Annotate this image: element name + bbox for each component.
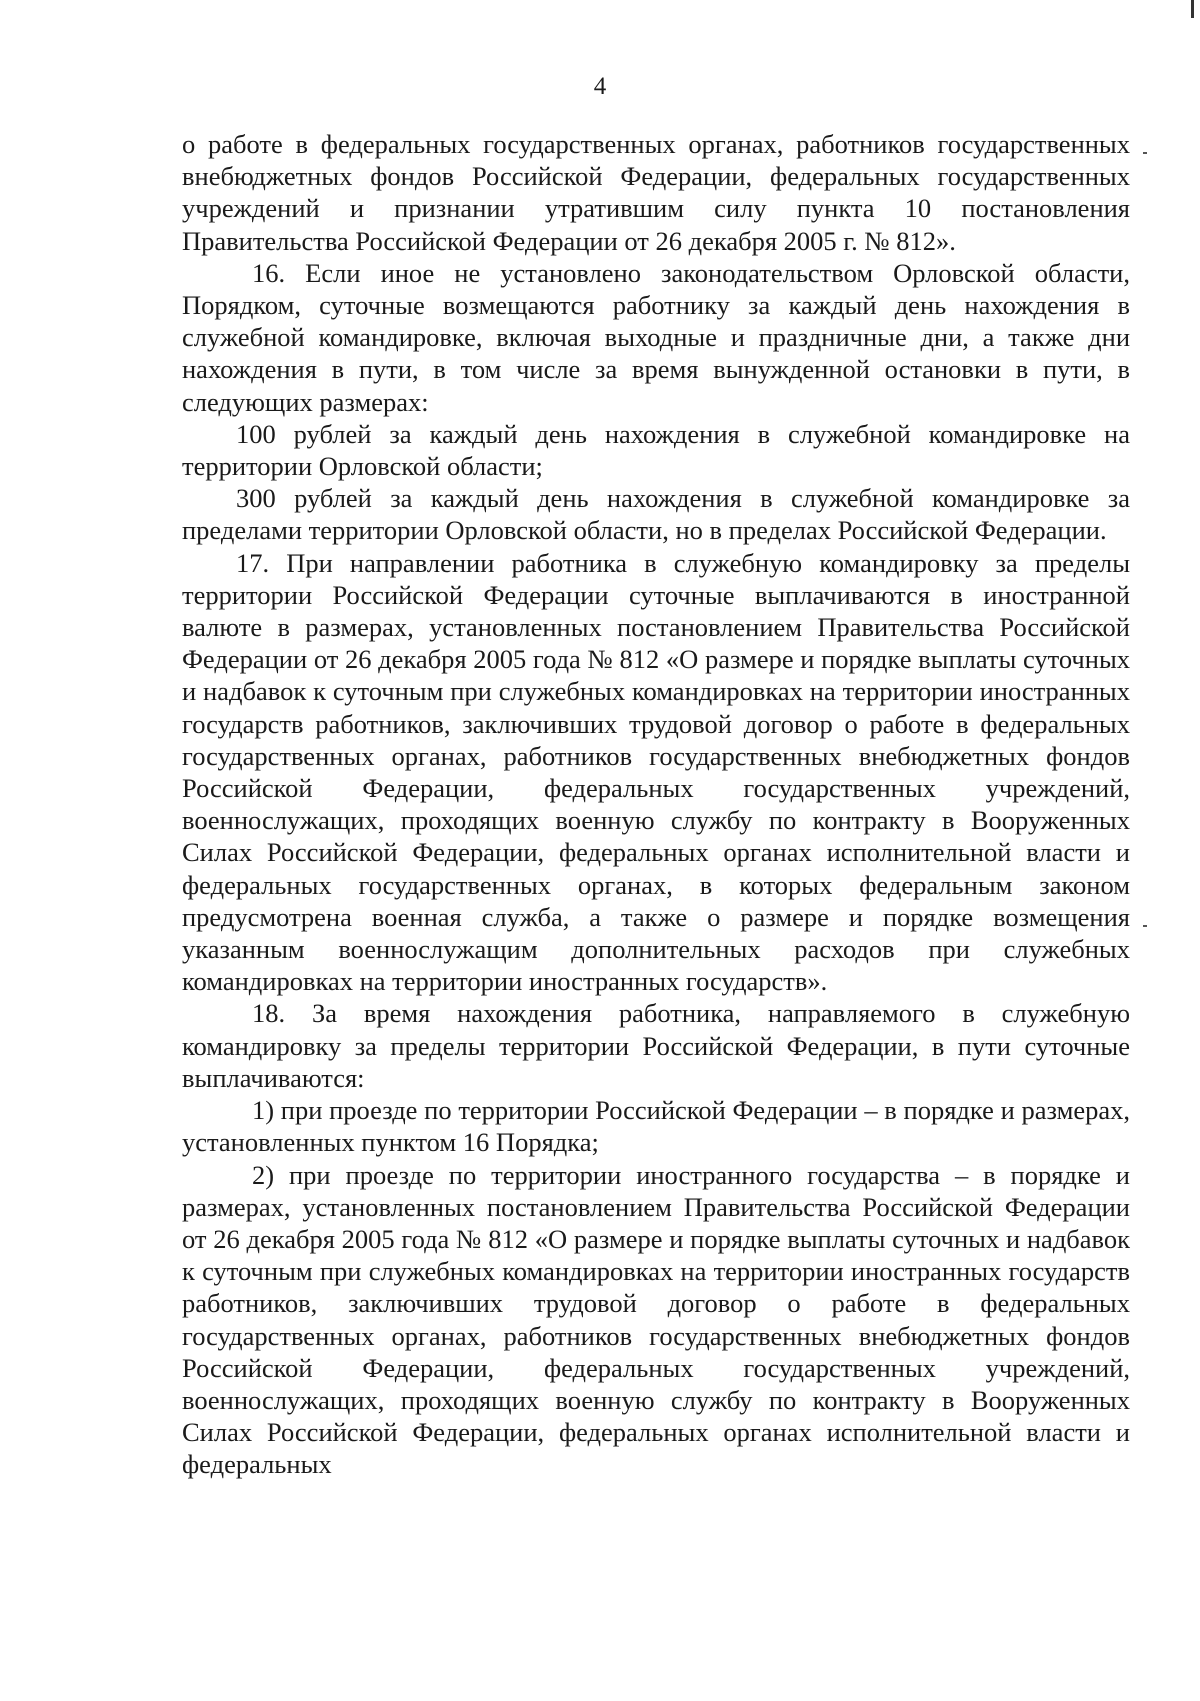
scan-speck [1143, 925, 1147, 927]
page-number: 4 [593, 73, 607, 100]
paragraph-item-16: 16. Если иное не установлено законодательством Орловской области, Порядком, суточные возмещаются работнику за каждый день нахождения в служебной командировке, включая выходные и праздничные дни, а также дни нахождения в пути, в том числе за время вынужденной остановки в пути, в следующих размерах: [182, 257, 1130, 417]
paragraph-continuation: о работе в федеральных государственных органах, работников государственных внебюджетных фондов Российской Федерации, федеральных государственных учреждений и признании утратившим силу пункта 10 постановления Правительства Российской Федерации от 26 декабря 2005 г. № 812». [182, 129, 1130, 256]
scan-speck [1143, 152, 1147, 154]
paragraph-rate-100: 100 рублей за каждый день нахождения в служебной командировке на территории Орловской области; [182, 418, 1130, 482]
paragraph-subitem-2: 2) при проезде по территории иностранного государства – в порядке и размерах, установленных постановлением Правительства Российской Федерации от 26 декабря 2005 года № 812 «О размере и порядке выплаты суточных и надбавок к суточным при служебных командировках на территории иностранных государств работников, заключивших трудовой договор о работе в федеральных государственных органах, работников государственных внебюджетных фондов Российской Федерации, федеральных государственных учреждений, военнослужащих, проходящих военную службу по контракту в Вооруженных Силах Российской Федерации, федеральных органах исполнительной власти и федеральных [182, 1159, 1130, 1480]
scan-corner-mark [1191, 0, 1194, 18]
paragraph-item-17: 17. При направлении работника в служебную командировку за пределы территории Российской Федерации суточные выплачиваются в иностранной валюте в размерах, установленных постановлением Правительства Российской Федерации от 26 декабря 2005 года № 812 «О размере и порядке выплаты суточных и надбавок к суточным при служебных командировках на территории иностранных государств работников, заключивших трудовой договор о работе в федеральных государственных органах, работников государственных внебюджетных фондов Российской Федерации, федеральных государственных учреждений, военнослужащих, проходящих военную службу по контракту в Вооруженных Силах Российской Федерации, федеральных органах исполнительной власти и федеральных государственных органах, в которых федеральным законом предусмотрена военная служба, а также о размере и порядке возмещения указанным военнослужащим дополнительных расходов при служебных командировках на территории иностранных государств». [182, 547, 1130, 997]
paragraph-subitem-1: 1) при проезде по территории Российской Федерации – в порядке и размерах, установленных пунктом 16 Порядка; [182, 1095, 1130, 1158]
paragraph-item-18: 18. За время нахождения работника, направляемого в служебную командировку за пределы территории Российской Федерации, в пути суточные выплачиваются: [182, 998, 1130, 1093]
paragraph-rate-300: 300 рублей за каждый день нахождения в служебной командировке за пределами территории Орловской области, но в пределах Российской Федерации. [182, 483, 1130, 546]
document-body [182, 128, 1130, 1481]
